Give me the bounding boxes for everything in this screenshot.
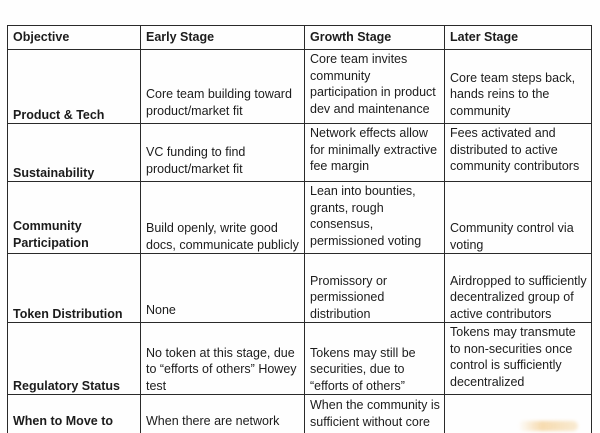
table-row — [8, 254, 592, 323]
watermark-logo — [518, 421, 578, 431]
cell-later-stage: Tokens may transmute to non-securities once control is sufficiently decentralized — [445, 323, 592, 395]
cell-growth-stage: Tokens may still be securities, due to “efforts of others” — [305, 323, 445, 395]
header-row — [8, 26, 592, 50]
cell-growth-stage: Lean into bounties, grants, rough consensus, permissioned voting — [305, 182, 445, 254]
row-label-when-to-move: When to Move to — [8, 395, 141, 433]
cell-later-stage: Core team steps back, hands reins to the community — [445, 50, 592, 124]
table-row — [8, 124, 592, 182]
progressive-decentralization-table — [7, 25, 592, 433]
row-label-product-tech: Product & Tech — [8, 50, 141, 124]
table-row — [8, 182, 592, 254]
table-row — [8, 395, 592, 433]
table-row — [8, 50, 592, 124]
row-label-token-distribution: Token Distribution — [8, 254, 141, 323]
cell-early-stage: No token at this stage, due to “efforts of others” Howey test — [141, 323, 305, 395]
cell-growth-stage: When the community is sufficient without core — [305, 395, 445, 433]
cell-early-stage: Core team building toward product/market fit — [141, 50, 305, 124]
row-label-regulatory-status: Regulatory Status — [8, 323, 141, 395]
header-objective: Objective — [8, 26, 141, 50]
cell-growth-stage: Network effects allow for minimally extractive fee margin — [305, 124, 445, 182]
cell-growth-stage: Promissory or permissioned distribution — [305, 254, 445, 323]
cell-early-stage: VC funding to find product/market fit — [141, 124, 305, 182]
cell-early-stage: When there are network — [141, 395, 305, 433]
cell-later-stage: Fees activated and distributed to active community contributors — [445, 124, 592, 182]
table-row — [8, 323, 592, 395]
row-label-sustainability: Sustainability — [8, 124, 141, 182]
cell-later-stage: Community control via voting — [445, 182, 592, 254]
cell-early-stage: Build openly, write good docs, communicate publicly — [141, 182, 305, 254]
header-later-stage: Later Stage — [445, 26, 592, 50]
header-growth-stage: Growth Stage — [305, 26, 445, 50]
cell-early-stage: None — [141, 254, 305, 323]
cell-growth-stage: Core team invites community participation in product dev and maintenance — [305, 50, 445, 124]
cell-later-stage: Airdropped to sufficiently decentralized group of active contributors — [445, 254, 592, 323]
row-label-community-participation: Community Participation — [8, 182, 141, 254]
header-early-stage: Early Stage — [141, 26, 305, 50]
